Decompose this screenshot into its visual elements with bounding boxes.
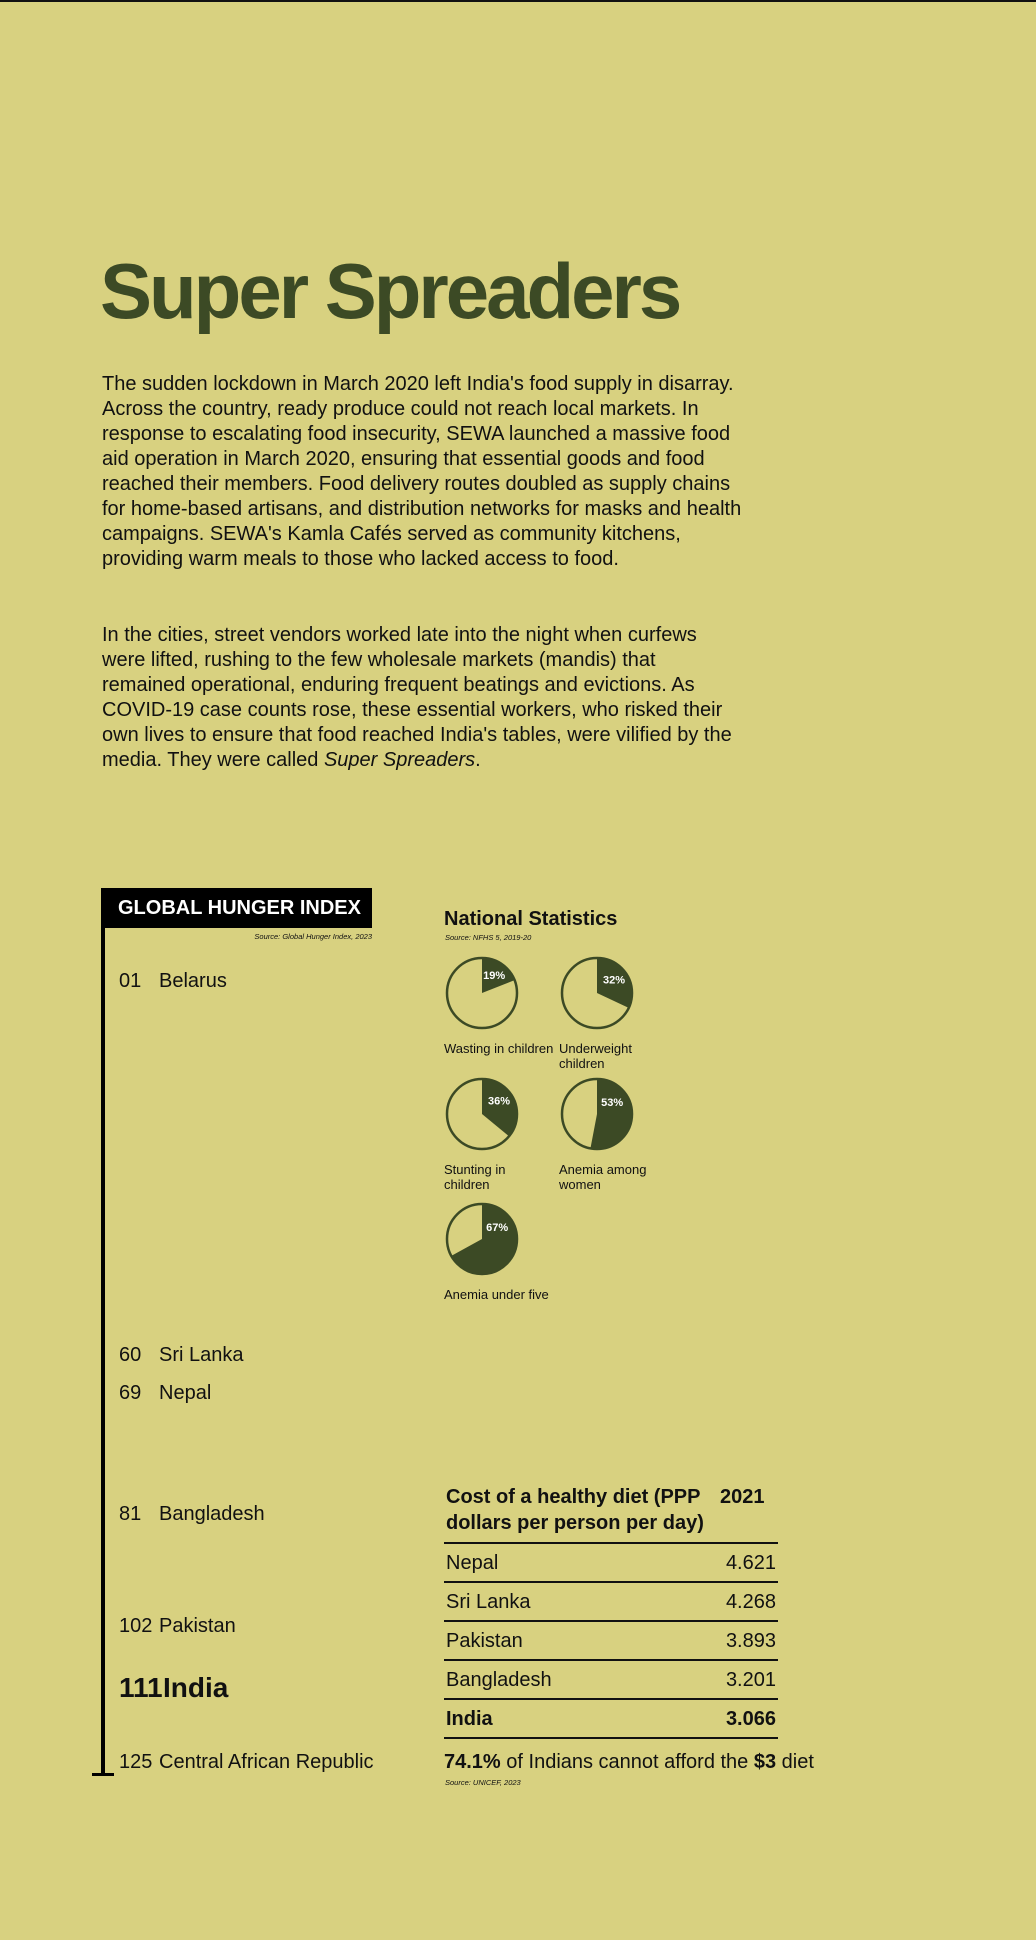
pie-chart — [444, 1076, 564, 1192]
pie-label: Anemia among women — [559, 1162, 647, 1192]
pie-label: Stunting in children — [444, 1162, 506, 1192]
ghi-country: Nepal — [159, 1382, 212, 1404]
pie-svg — [559, 955, 635, 1031]
pie-label: Wasting in children — [444, 1041, 554, 1056]
ghi-rank: 81 — [119, 1503, 142, 1525]
ghi-row — [119, 1752, 374, 1772]
ghi-country: Bangladesh — [159, 1503, 265, 1525]
diet-value: 3.066 — [718, 1699, 778, 1738]
pie-chart — [559, 1076, 679, 1192]
afford-amount: $3 — [753, 1751, 777, 1773]
afford-text-end: diet — [776, 1751, 814, 1773]
year-column-header: 2021 — [718, 1480, 778, 1543]
diet-value: 4.268 — [718, 1582, 778, 1621]
ghi-title: GLOBAL HUNGER INDEX — [102, 888, 372, 928]
page-title: Super Spreaders — [100, 247, 680, 335]
pie-label: Anemia under five — [444, 1287, 549, 1302]
pie-chart — [559, 955, 679, 1071]
diet-country: India — [444, 1699, 718, 1738]
ghi-row — [119, 1504, 265, 1524]
diet-row — [444, 1660, 778, 1699]
diet-value: 3.893 — [718, 1621, 778, 1660]
ghi-row — [119, 1383, 211, 1403]
ghi-rank: 01 — [119, 970, 142, 992]
ghi-row — [119, 1674, 228, 1702]
ghi-rank: 111 — [119, 1672, 163, 1703]
afford-percent: 74.1% — [444, 1751, 501, 1773]
pie-value-label: 19% — [483, 970, 506, 983]
ghi-source: Source: Global Hunger Index, 2023 — [254, 932, 372, 941]
ghi-row — [119, 1345, 244, 1365]
super-spreaders-emphasis: Super Spreaders — [323, 749, 476, 771]
pie-value-label: 53% — [601, 1097, 624, 1109]
afford-text: of Indians cannot afford the — [500, 1751, 754, 1773]
national-statistics-source: Source: NFHS 5, 2019-20 — [445, 933, 532, 942]
healthy-diet-table — [444, 1480, 778, 1739]
diet-country: Sri Lanka — [444, 1582, 718, 1621]
ghi-rank: 125 — [119, 1751, 153, 1773]
pie-slice — [482, 1079, 517, 1136]
second-paragraph — [102, 623, 742, 773]
diet-row — [444, 1699, 778, 1738]
ghi-rank: 102 — [119, 1615, 153, 1637]
diet-value: 4.621 — [718, 1543, 778, 1582]
afford-source: Source: UNICEF, 2023 — [445, 1778, 521, 1787]
pie-svg — [444, 1076, 520, 1152]
ghi-country: Central African Republic — [159, 1751, 374, 1773]
diet-country: Bangladesh — [444, 1660, 718, 1699]
diet-row — [444, 1621, 778, 1660]
ghi-country: India — [163, 1672, 229, 1703]
ghi-row — [119, 971, 227, 991]
pie-svg — [444, 955, 520, 1031]
pie-value-label: 32% — [602, 974, 626, 987]
pie-chart — [444, 955, 564, 1056]
second-paragraph-end: . — [475, 749, 481, 771]
ghi-axis-foot — [92, 1773, 114, 1776]
ghi-country: Pakistan — [159, 1615, 236, 1637]
ghi-country: Sri Lanka — [159, 1344, 244, 1366]
ghi-rank: 60 — [119, 1344, 142, 1366]
ghi-country: Belarus — [159, 970, 227, 992]
pie-svg — [444, 1201, 520, 1277]
diet-row — [444, 1582, 778, 1621]
intro-paragraph: The sudden lockdown in March 2020 left India's food supply in disarray. Across the country, ready produce could not reach local markets. In response to escalating food insecurity, SEWA launched a massive food aid operation in March 2020, ensuring that essential goods and food reached their members. Food delivery routes doubled as supply chains for home-based artisans, and distribution networks for masks and health campaigns. SEWA's Kamla Cafés served as community kitchens, providing warm meals to those who lacked access to food. — [102, 373, 742, 570]
diet-country: Nepal — [444, 1543, 718, 1582]
diet-row — [444, 1543, 778, 1582]
pie-svg — [559, 1076, 635, 1152]
ghi-axis-line — [101, 888, 105, 1776]
pie-label: Underweight children — [559, 1041, 632, 1071]
afford-statement — [444, 1751, 814, 1774]
pie-slice — [590, 1079, 632, 1149]
pie-chart — [444, 1201, 564, 1302]
pie-value-label: 67% — [486, 1222, 509, 1234]
pie-value-label: 36% — [487, 1095, 511, 1108]
ghi-rank: 69 — [119, 1382, 142, 1404]
diet-value: 3.201 — [718, 1660, 778, 1699]
second-paragraph-text: In the cities, street vendors worked late into the night when curfews were lifted, rushing to the few wholesale markets (mandis) that remained operational, enduring frequent beatings and evictions. As COVID-19 case counts rose, these essential workers, who risked their own lives to ensure that food reached India's tables, were vilified by the media. They were called — [102, 624, 732, 771]
diet-country: Pakistan — [444, 1621, 718, 1660]
diet-column-header: Cost of a healthy diet (PPP dollars per person per day) — [444, 1480, 718, 1543]
ghi-row — [119, 1616, 236, 1636]
national-statistics-title: National Statistics — [444, 908, 618, 930]
